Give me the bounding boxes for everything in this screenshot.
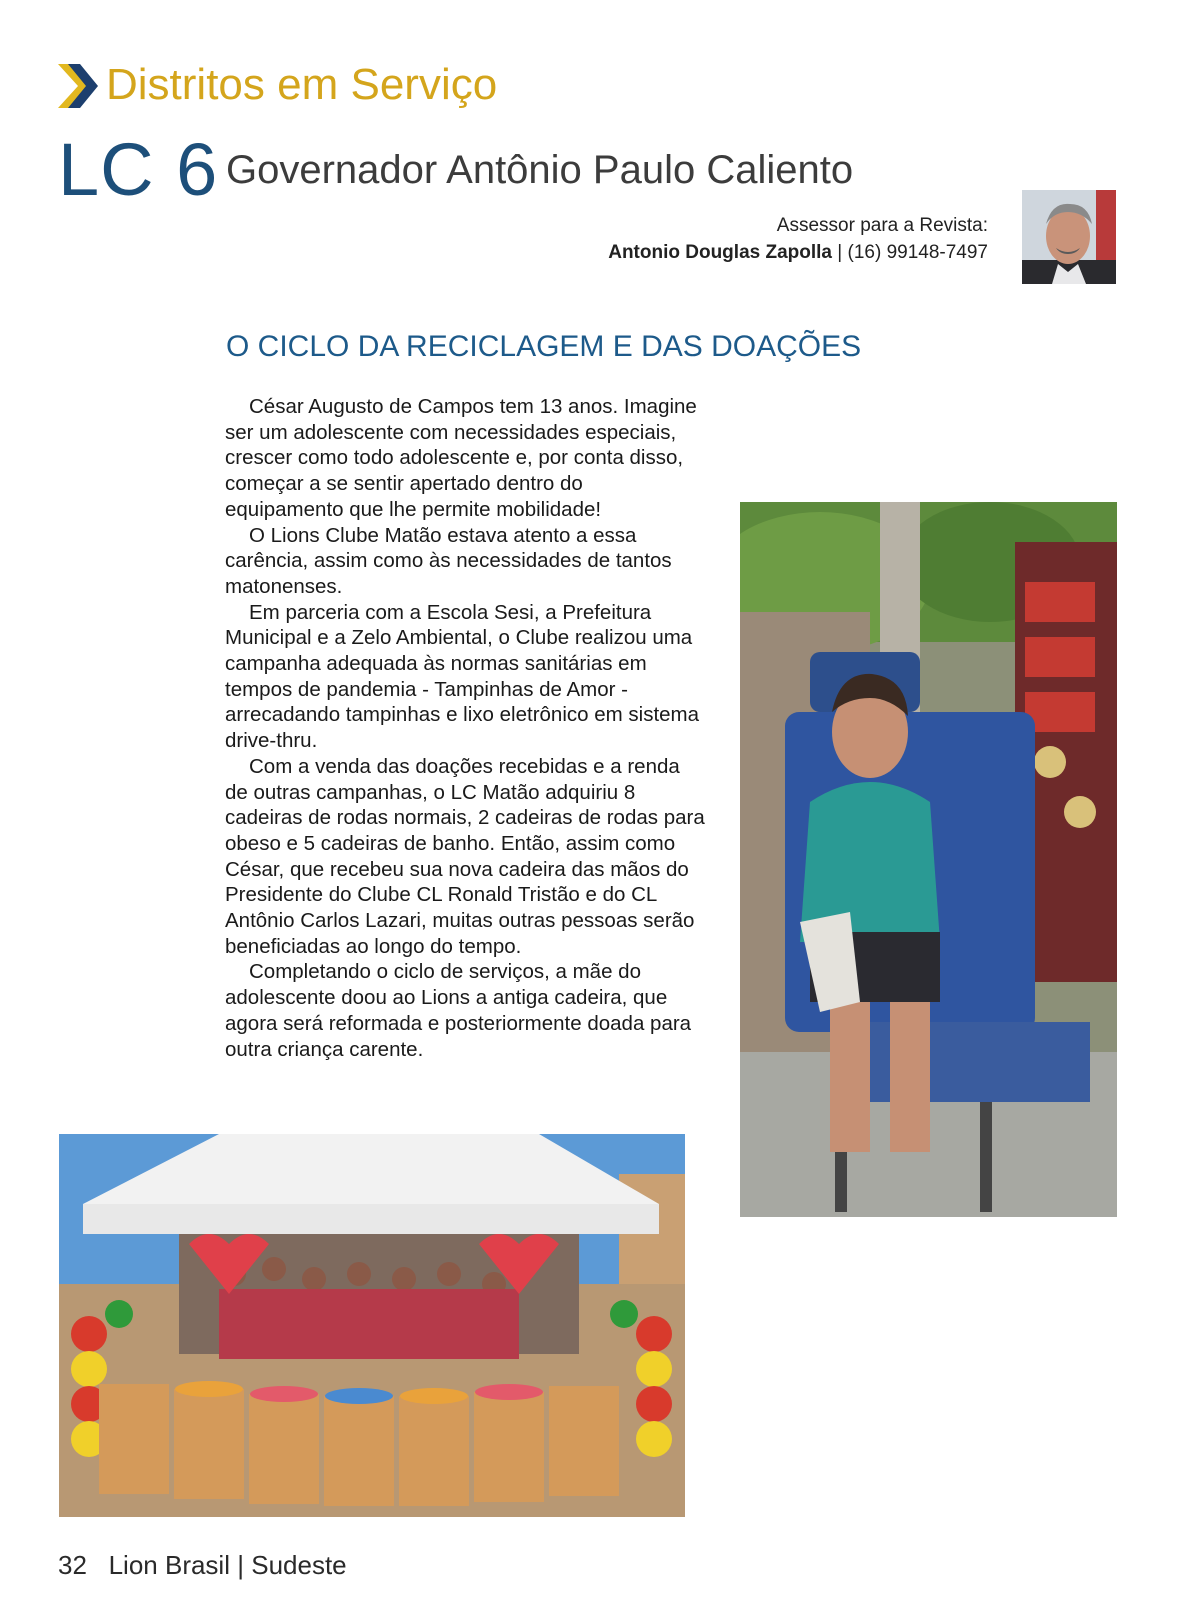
article-paragraph: Em parceria com a Escola Sesi, a Prefeitura Municipal e a Zelo Ambiental, o Clube realizou uma campanha adequada às normas sanitárias em tempos de pandemia - Tampinhas de Amor - arrecadando tampinhas e lixo eletrônico em sistema drive-thru. <box>225 600 700 753</box>
article-headline: O CICLO DA RECICLAGEM E DAS DOAÇÕES <box>226 330 862 363</box>
photo-donation-tent <box>59 1134 685 1517</box>
assessor-label: Assessor para a Revista: <box>776 215 988 236</box>
publication-name: Lion Brasil <box>108 1550 230 1580</box>
article-body <box>225 394 705 1062</box>
assessor-portrait <box>1022 190 1116 284</box>
chevron-right-icon <box>58 64 98 108</box>
assessor-name: Antonio Douglas Zapolla <box>608 242 832 263</box>
article-paragraph: César Augusto de Campos tem 13 anos. Imagine ser um adolescente com necessidades especiais, crescer como todo adolescente e, por conta disso, começar a se sentir apertado dentro do equipamento que lhe permite mobilidade! <box>225 395 697 521</box>
page-number: 32 <box>58 1550 87 1580</box>
assessor-phone: (16) 99148-7497 <box>847 242 988 263</box>
section-title: Distritos em Serviço <box>106 60 498 109</box>
publication-region: Sudeste <box>251 1550 347 1580</box>
assessor-block <box>608 212 988 266</box>
article-paragraph: Completando o ciclo de serviços, a mãe do adolescente doou ao Lions a antiga cadeira, que agora será reformada e posteriormente doada para outra criança carente. <box>225 960 692 1061</box>
assessor-separator: | <box>832 242 848 263</box>
governor-name: Governador Antônio Paulo Caliento <box>226 148 854 192</box>
article-paragraph: Com a venda das doações recebidas e a renda de outras campanhas, o LC Matão adquiriu 8 cadeiras de rodas normais, 2 cadeiras de rodas para obeso e 5 cadeiras de banho. Então, assim como César, que recebeu sua nova cadeira das mãos do Presidente do Clube CL Ronald Tristão e do CL Antônio Carlos Lazari, muitas outras pessoas serão beneficiadas ao longo do tempo. <box>225 754 705 958</box>
district-code: LC 6 <box>58 128 219 211</box>
article-paragraph: O Lions Clube Matão estava atento a essa carência, assim como às necessidades de tantos matonenses. <box>225 523 672 598</box>
assessor-contact <box>608 239 988 266</box>
page-footer <box>58 1548 347 1582</box>
photo-boy-wheelchair <box>740 502 1117 1217</box>
footer-separator: | <box>237 1550 244 1580</box>
